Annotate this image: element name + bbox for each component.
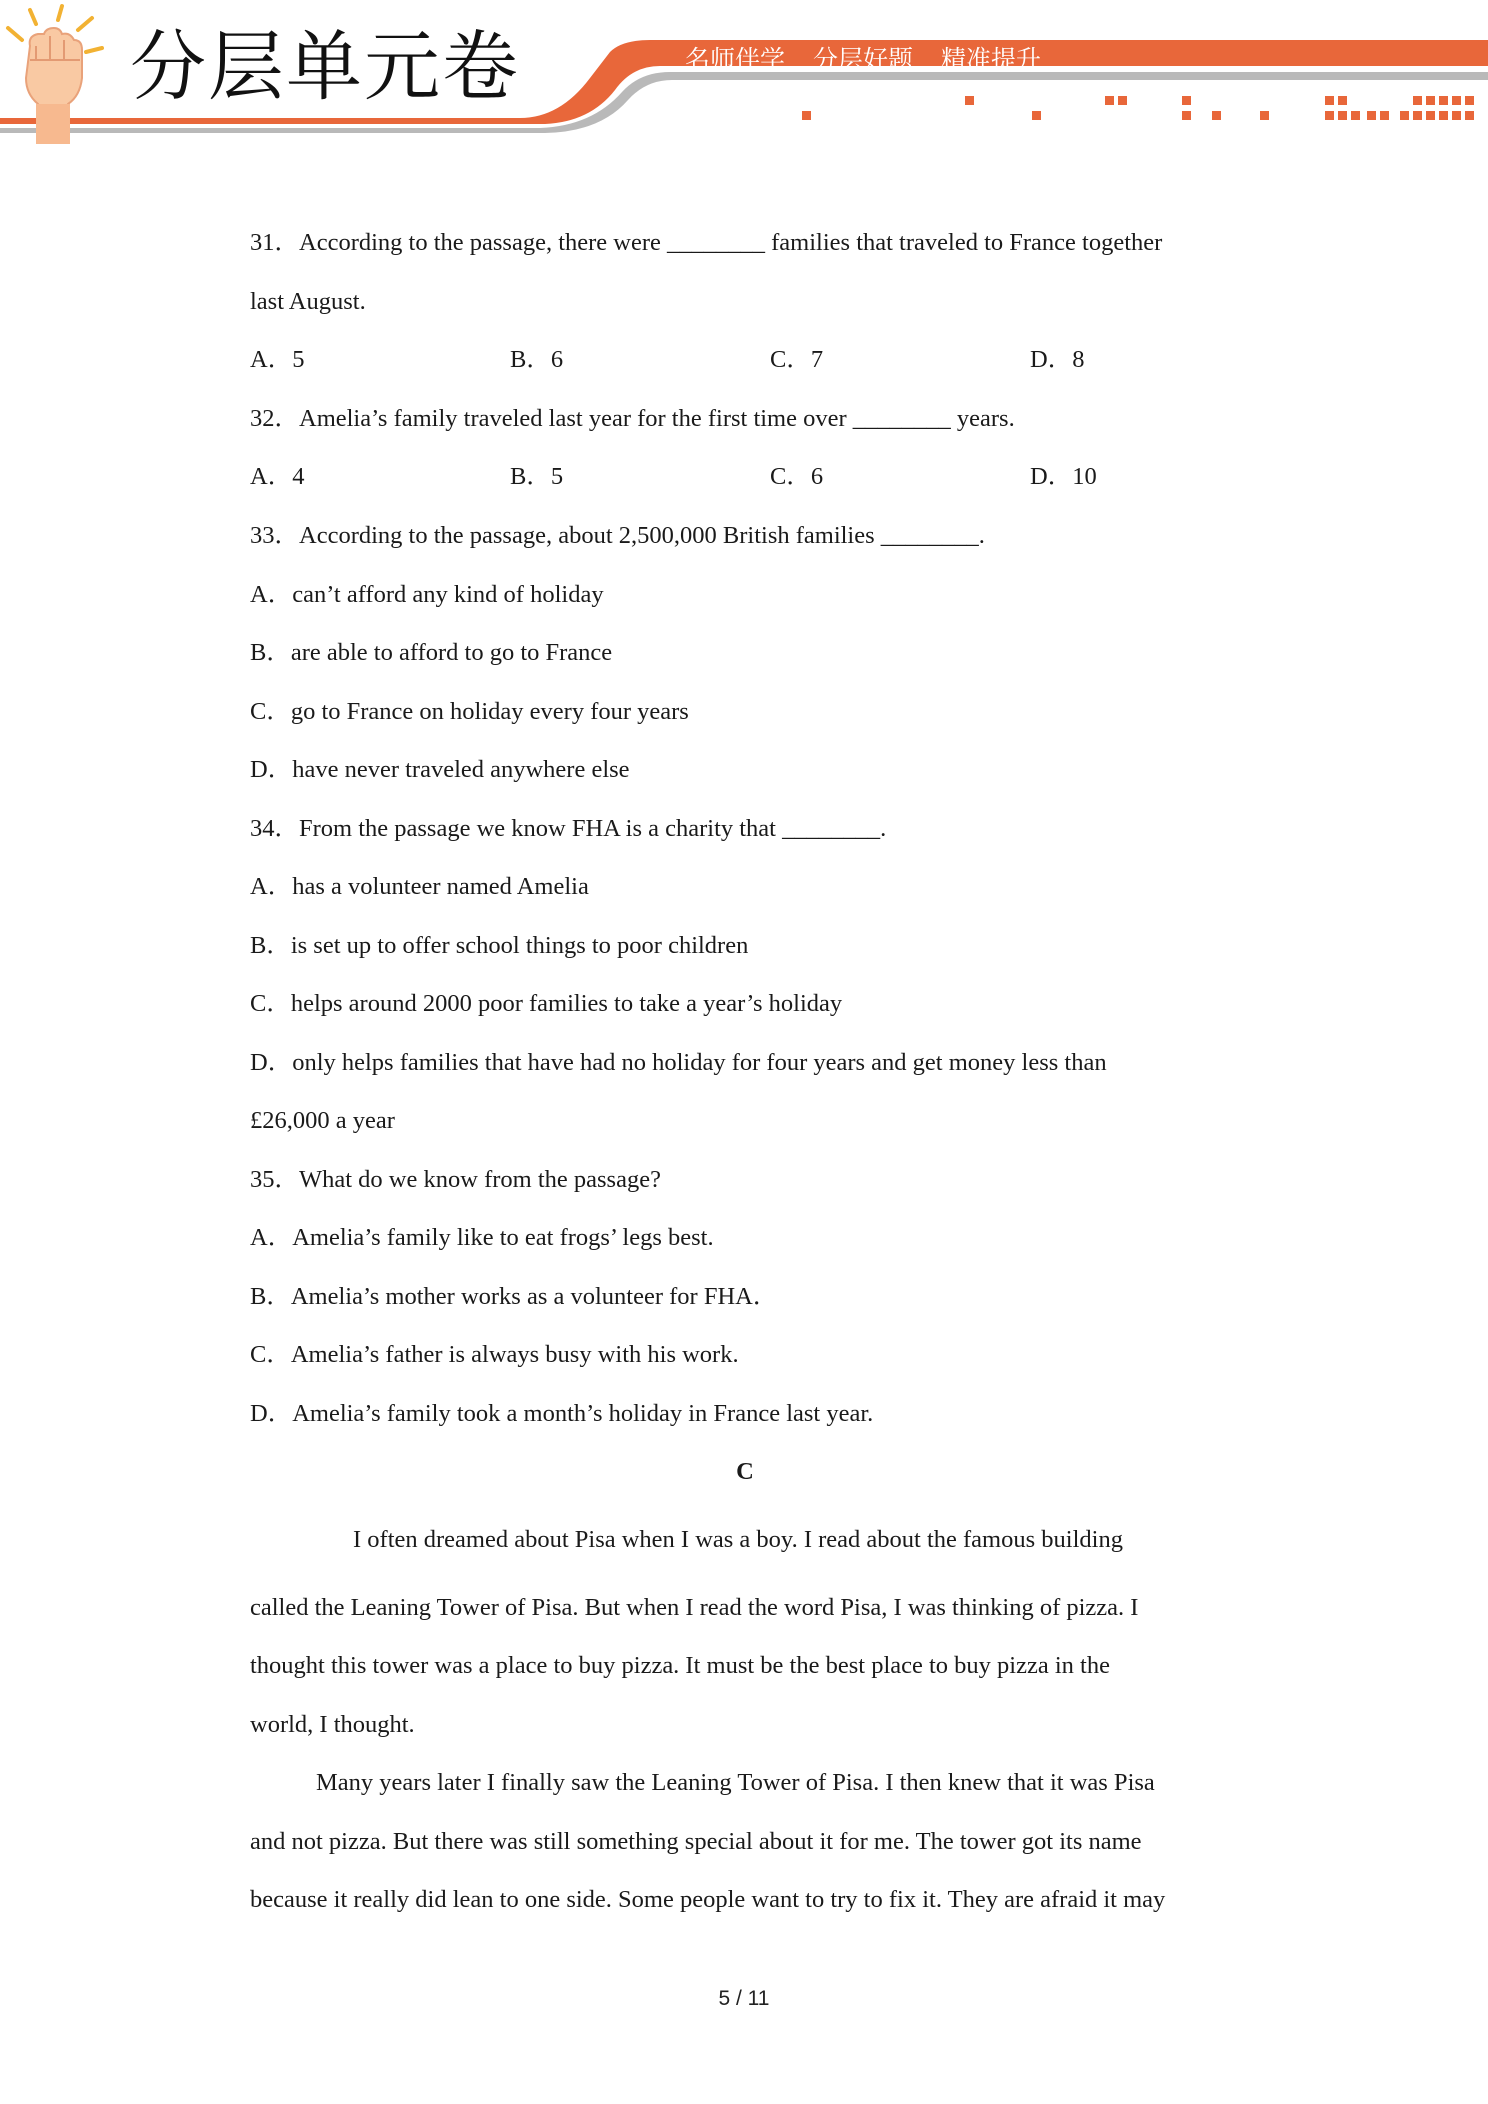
question-34-option-d-cont: £26,000 a year	[250, 1107, 395, 1134]
passage-paragraph-2-line-1: Many years later I finally saw the Leaning Tower of Pisa. I then knew that it was Pisa	[316, 1769, 1155, 1796]
question-text: According to the passage, there were ________ families that traveled to France together	[299, 229, 1163, 256]
question-text: From the passage we know FHA is a charity that ________.	[299, 815, 887, 842]
option-d: D．8	[1030, 346, 1085, 373]
slogan-3: 精准提升	[941, 45, 1042, 74]
question-33-option-c: C．go to France on holiday every four years	[250, 698, 689, 725]
question-35-option-a: A．Amelia’s family like to eat frogs’ legs best.	[250, 1224, 714, 1251]
question-35-stem	[250, 1165, 661, 1195]
question-31-options	[250, 345, 1250, 375]
question-text: Amelia’s family traveled last year for the first time over ________ years.	[299, 405, 1015, 432]
question-34-option-a: A．has a volunteer named Amelia	[250, 873, 589, 900]
question-text: According to the passage, about 2,500,000 British families ________.	[299, 522, 985, 549]
slogan-2: 分层好题	[813, 45, 914, 74]
question-32-stem	[250, 404, 1015, 434]
brand-title: 分层单元卷	[130, 22, 520, 111]
question-34-stem	[250, 814, 886, 844]
question-35-option-c: C．Amelia’s father is always busy with his work.	[250, 1341, 739, 1368]
passage-paragraph-1-line-1: I often dreamed about Pisa when I was a boy. I read about the famous building	[353, 1526, 1123, 1553]
decorative-squares	[802, 96, 1474, 120]
question-33-option-d: D．have never traveled anywhere else	[250, 756, 630, 783]
question-34-option-c: C．helps around 2000 poor families to take a year’s holiday	[250, 990, 843, 1017]
option-b: B．6	[510, 346, 564, 373]
question-number: 35．	[250, 1166, 299, 1193]
question-text: What do we know from the passage?	[299, 1166, 661, 1193]
option-d: D．10	[1030, 463, 1097, 490]
option-a: A．5	[250, 346, 305, 373]
passage-paragraph-1-line-2: called the Leaning Tower of Pisa. But when I read the word Pisa, I was thinking of pizza. I	[250, 1594, 1139, 1621]
question-33-option-a: A．can’t afford any kind of holiday	[250, 581, 604, 608]
question-35-option-b: B．Amelia’s mother works as a volunteer for FHA．	[250, 1283, 778, 1310]
question-number: 31．	[250, 229, 299, 256]
option-c: C．7	[770, 346, 824, 373]
page-header	[0, 0, 1488, 150]
section-heading: C	[736, 1458, 754, 1485]
question-number: 34．	[250, 815, 299, 842]
question-31-stem-cont: last August.	[250, 288, 366, 315]
passage-paragraph-2-line-3: because it really did lean to one side. Some people want to try to fix it. They are afraid it may	[250, 1886, 1166, 1913]
question-number: 33．	[250, 522, 299, 549]
question-33-stem	[250, 521, 985, 551]
slogan-1: 名师伴学	[685, 45, 786, 74]
passage-paragraph-1-line-3: thought this tower was a place to buy pizza. It must be the best place to buy pizza in the	[250, 1652, 1110, 1679]
header-slogans	[685, 40, 1041, 80]
option-c: C．6	[770, 463, 824, 490]
question-34-option-b: B．is set up to offer school things to poor children	[250, 932, 749, 959]
passage-paragraph-2-line-2: and not pizza. But there was still something special about it for me. The tower got its name	[250, 1828, 1142, 1855]
question-35-option-d: D．Amelia’s family took a month’s holiday in France last year.	[250, 1400, 874, 1427]
page-number: 5 / 11	[718, 1987, 770, 2010]
question-32-options	[250, 462, 1250, 492]
question-34-option-d: D．only helps families that have had no holiday for four years and get money less than	[250, 1049, 1107, 1076]
option-a: A．4	[250, 463, 305, 490]
passage-paragraph-1-line-4: world, I thought.	[250, 1711, 415, 1738]
option-b: B．5	[510, 463, 564, 490]
question-number: 32．	[250, 405, 299, 432]
question-31-stem	[250, 228, 1162, 258]
question-33-option-b: B．are able to afford to go to France	[250, 639, 613, 666]
